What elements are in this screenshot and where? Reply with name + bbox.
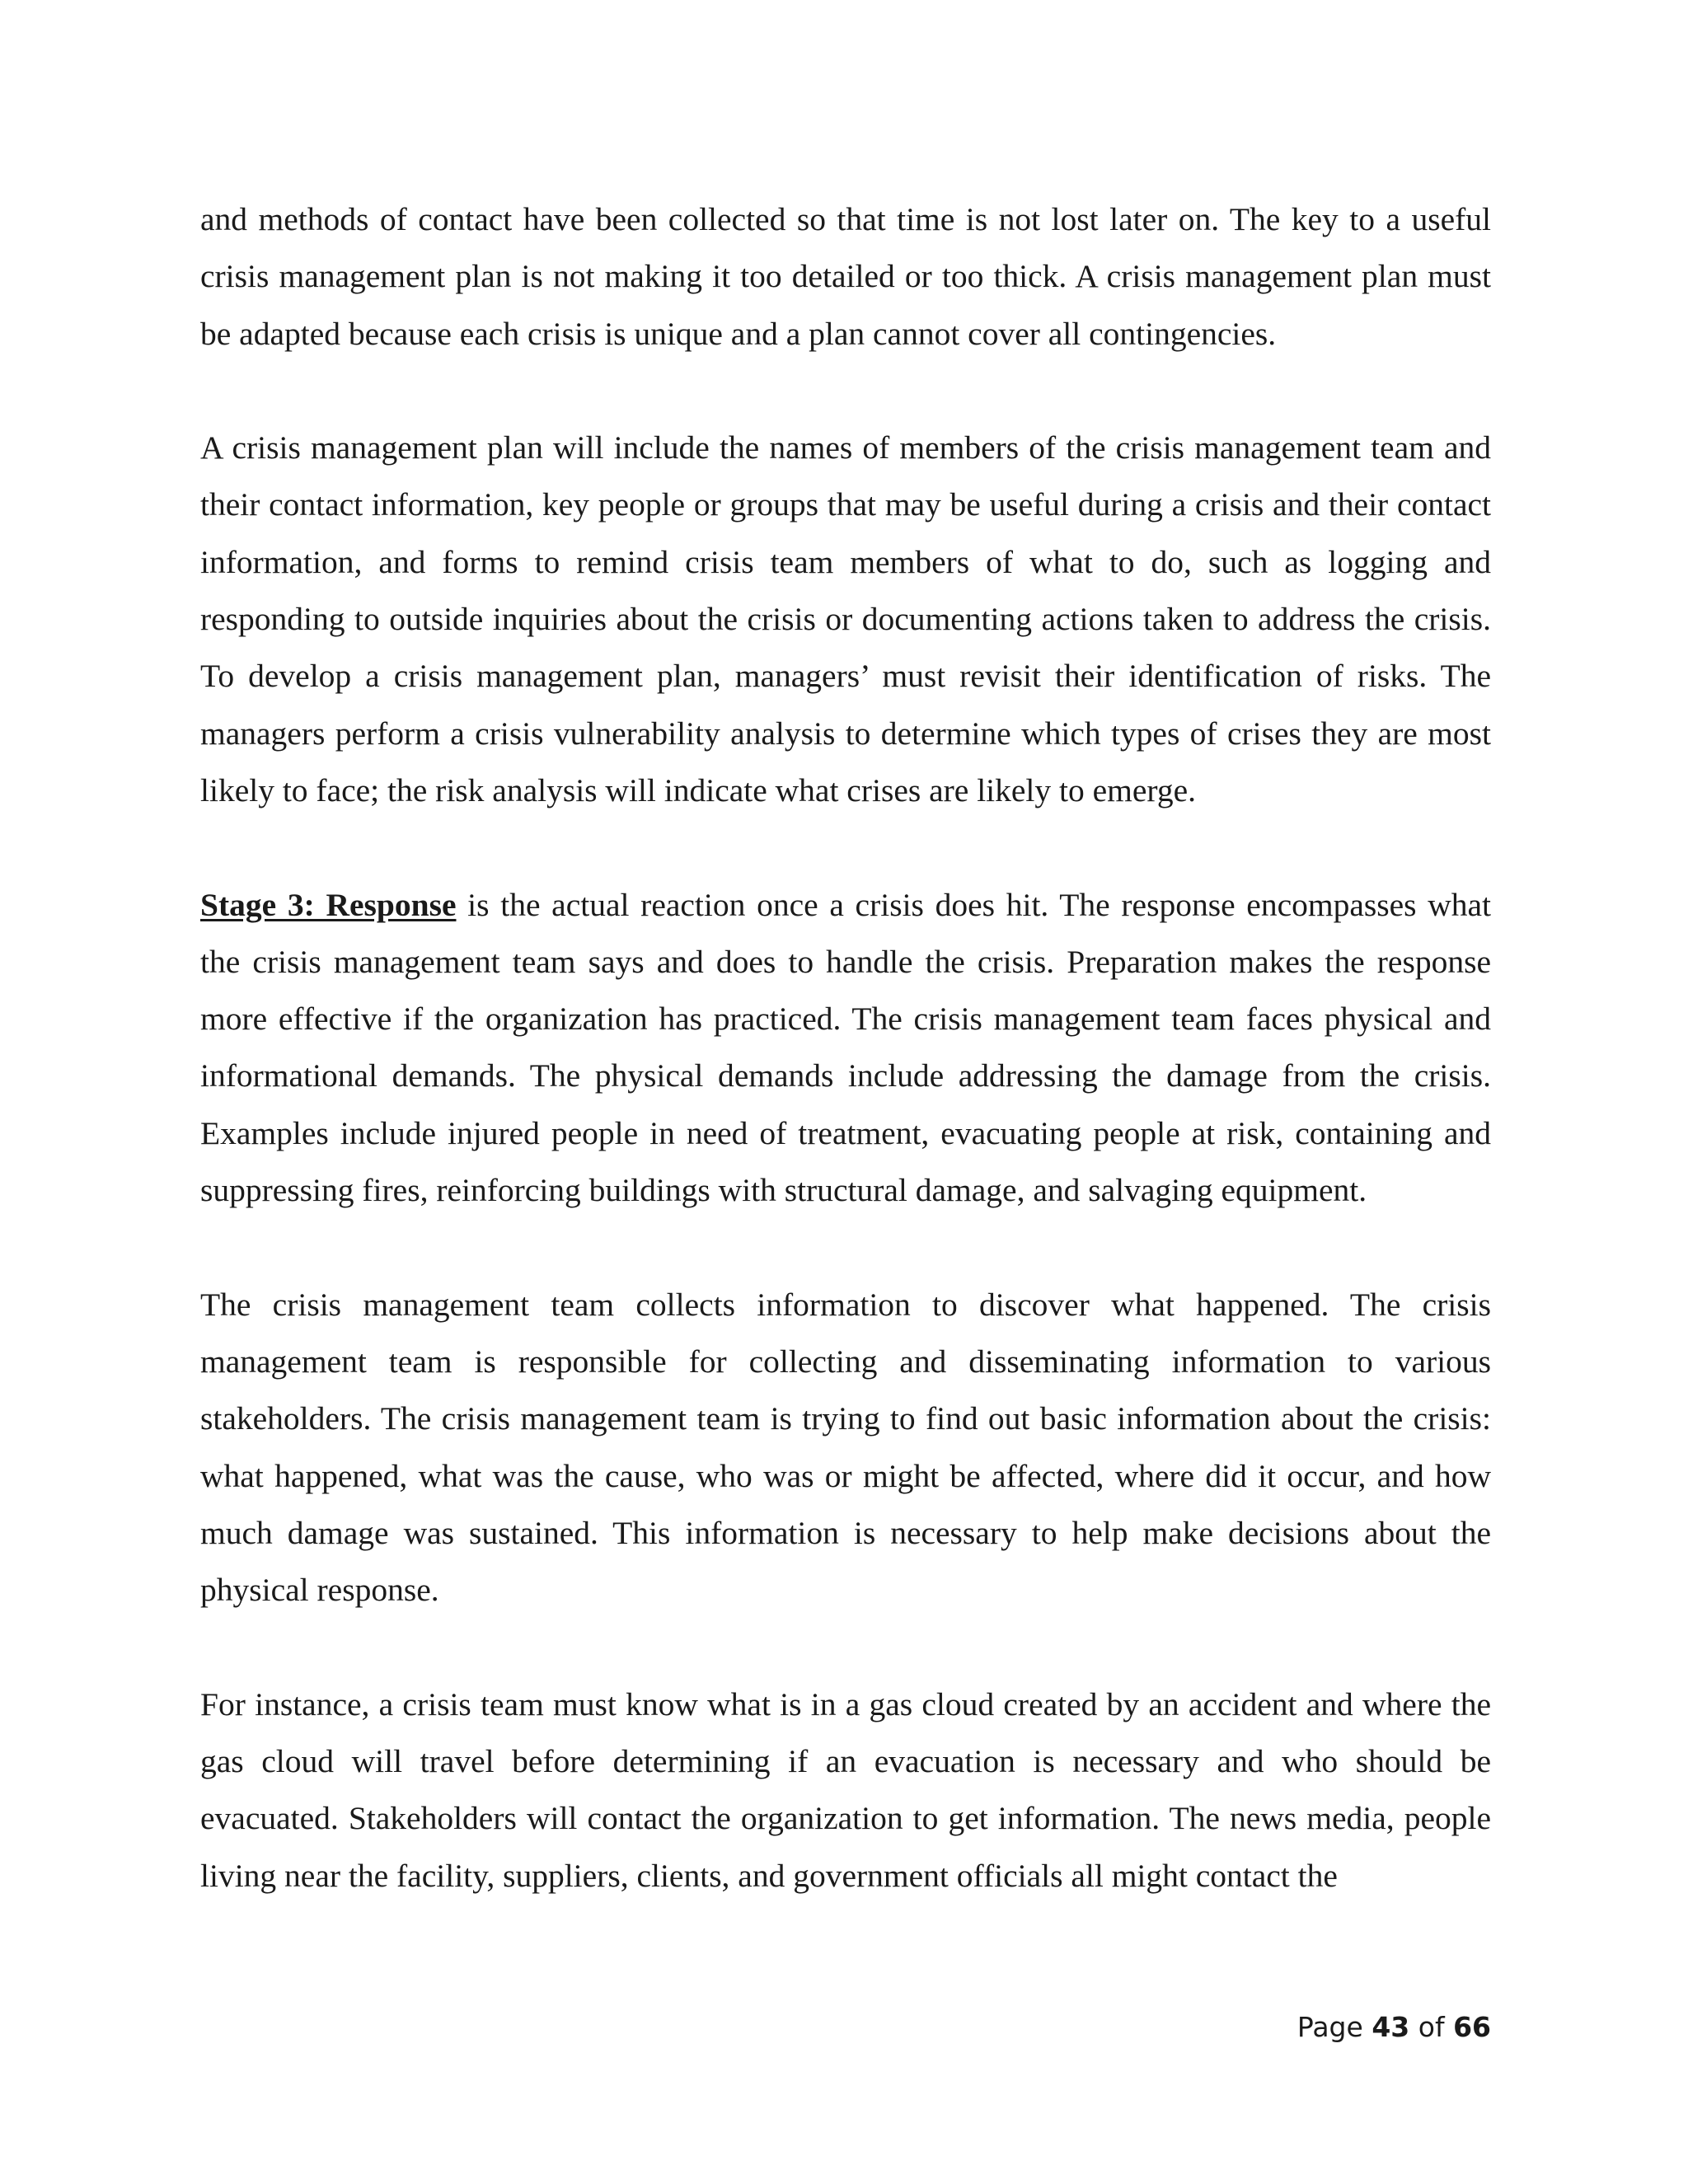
paragraph-gas-cloud-example: For instance, a crisis team must know what is in a gas cloud created by an accident and where the gas cloud will travel before determining if an evacuation is necessary and who should be evacuated. Stakeholders will contact the organization to get information. The news media, people living near the facility, suppliers, clients, and government officials all might contact the [200, 1685, 1491, 1894]
page-label: Page [1296, 2011, 1363, 2043]
current-page-number: 43 [1372, 2011, 1410, 2043]
stage-3-heading: Stage 3: Response [200, 886, 457, 923]
document-body [200, 191, 1491, 1961]
page-number-footer [1297, 2011, 1491, 2043]
of-label: of [1418, 2011, 1445, 2043]
paragraph-information-collection: The crisis management team collects information to discover what happened. The crisis management team is responsible for collecting and disseminating information to various stakeholders. The crisis management team is trying to find out basic information about the crisis: what happened, what was the cause, who was or might be affected, where did it occur, and how much damage was sustained. This information is necessary to help make decisions about the physical response. [200, 1286, 1491, 1609]
paragraph-contact-methods: and methods of contact have been collected so that time is not lost later on. The key to a useful crisis management plan is not making it too detailed or too thick. A crisis management plan must be adapted because each crisis is unique and a plan cannot cover all contingencies. [200, 201, 1491, 352]
stage-3-text: is the actual reaction once a crisis does hit. The response encompasses what the crisis management team says and does to handle the crisis. Preparation makes the response more effective if the organization has practiced. The crisis management team faces physical and informational demands. The physical demands include addressing the damage from the crisis. Examples include injured people in need of treatment, evacuating people at risk, containing and suppressing fires, reinforcing buildings with structural damage, and salvaging equipment. [200, 886, 1491, 1209]
paragraph-stage-3-response [200, 877, 1491, 1220]
paragraph-plan-contents: A crisis management plan will include the names of members of the crisis management team and their contact information, key people or groups that may be useful during a crisis and their contact information, and forms to remind crisis team members of what to do, such as logging and responding to outside inquiries about the crisis or documenting actions taken to address the crisis. To develop a crisis management plan, managers’ must revisit their identification of risks. The managers perform a crisis vulnerability analysis to determine which types of crises they are most likely to face; the risk analysis will indicate what crises are likely to emerge. [200, 429, 1491, 808]
total-pages-number: 66 [1453, 2011, 1491, 2043]
